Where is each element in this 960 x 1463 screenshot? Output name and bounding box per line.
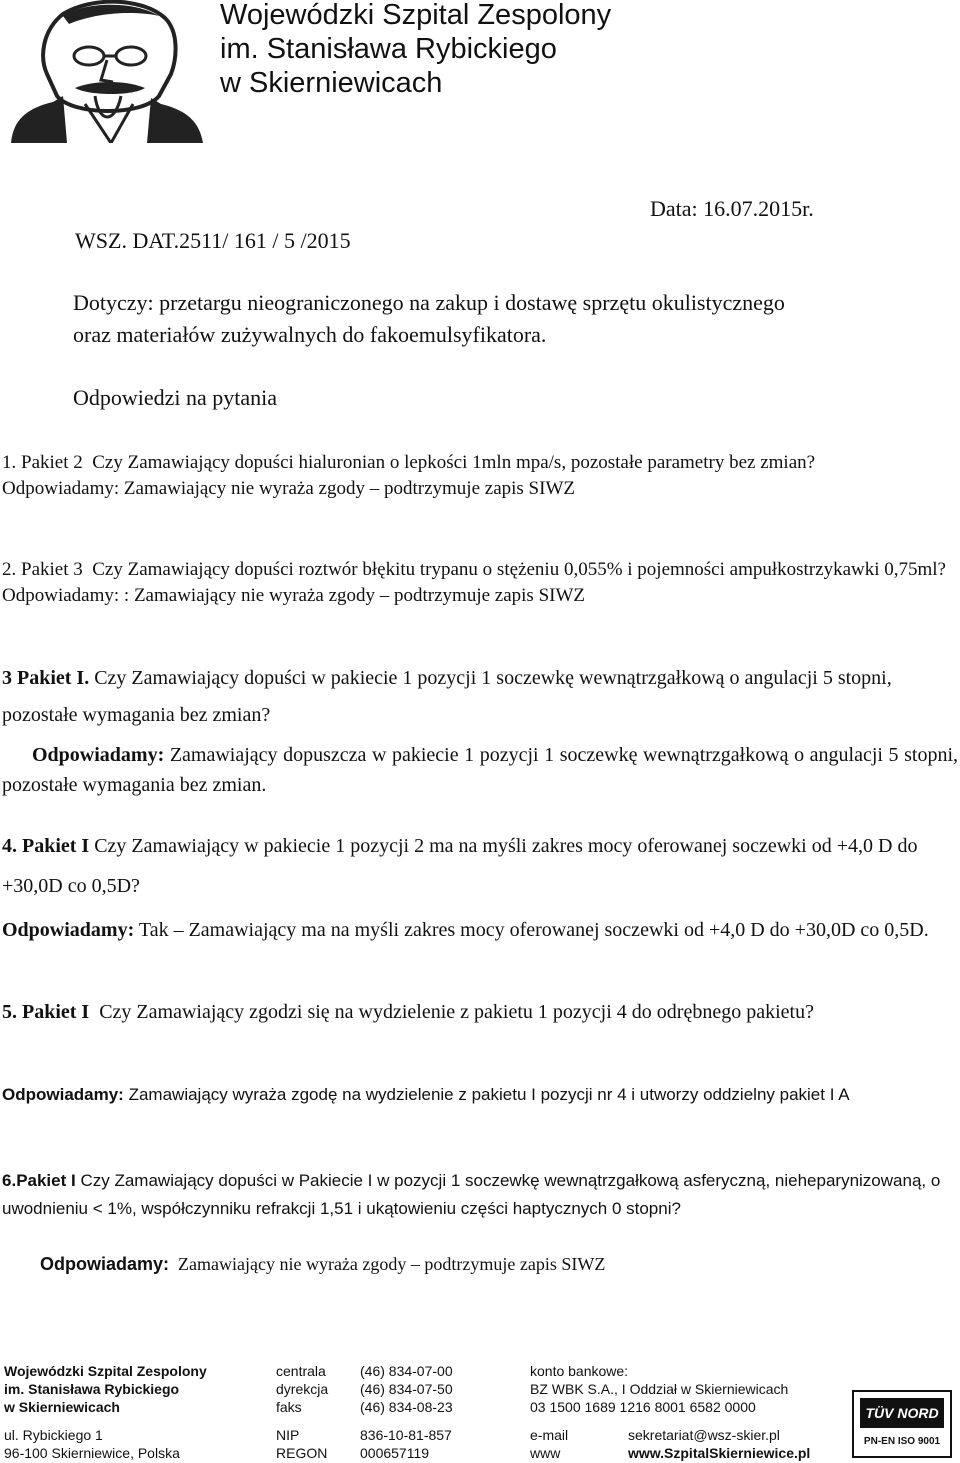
- qa-question: Czy Zamawiający w pakiecie 1 pozycji 2 ma na myśli zakres mocy oferowanej soczewki od +4,0 D do +30,0D co 0,5D?: [2, 835, 918, 897]
- qa-question: Czy Zamawiający dopuści w pakiecie 1 pozycji 1 soczewkę wewnątrzgałkową o angulacji 5 stopni, pozostałe wymagania bez zmian?: [2, 667, 892, 726]
- iso-standard: PN-EN ISO 9001: [863, 1436, 941, 1447]
- hospital-name-line3: w Skierniewicach: [220, 67, 443, 99]
- qa-item-3: [2, 660, 958, 800]
- hospital-portrait-logo: [3, 0, 211, 143]
- qa-question: Czy Zamawiający dopuści roztwór błękitu trypanu o stężeniu 0,055% i pojemności ampułkostrzykawki 0,75ml?: [92, 559, 946, 580]
- value-centrala: (46) 834-07-00: [360, 1363, 453, 1379]
- certification-badge: [852, 1390, 952, 1458]
- label-regon: REGON: [276, 1445, 328, 1461]
- section-title: Odpowiedzi na pytania: [73, 385, 278, 410]
- value-regon: 000657119: [360, 1445, 430, 1461]
- qa-answer-label: Odpowiadamy:: [2, 1085, 124, 1104]
- qa-pakiet: Pakiet I.: [17, 667, 90, 689]
- qa-answer: Zamawiający nie wyraża zgody – podtrzymuje zapis SIWZ: [178, 1254, 606, 1274]
- footer-bank: [530, 1362, 788, 1416]
- footer-id-labels: [276, 1426, 327, 1462]
- footer-address: [4, 1426, 180, 1462]
- website-link[interactable]: www.SzpitalSkierniewice.pl: [628, 1445, 811, 1461]
- qa-question: Czy Zamawiający zgodzi się na wydzielenie z pakietu 1 pozycji 4 do odrębnego pakietu?: [99, 1001, 814, 1023]
- qa-item-1: [2, 450, 958, 502]
- footer-hospital-name: [4, 1362, 207, 1416]
- hospital-name-line2: im. Stanisława Rybickiego: [220, 33, 557, 65]
- qa-answer-label: Odpowiadamy:: [40, 1254, 170, 1274]
- qa-pakiet: Pakiet I: [22, 1001, 90, 1023]
- qa-item-6-answer: [40, 1254, 605, 1275]
- footer-name-line2: im. Stanisława Rybickiego: [4, 1381, 180, 1397]
- hospital-name-line1: Wojewódzki Szpital Zespolony: [220, 0, 612, 31]
- label-email: e-mail: [530, 1427, 569, 1443]
- footer-street: ul. Rybickiego 1: [4, 1427, 103, 1443]
- qa-item-5-answer: [2, 1080, 958, 1110]
- value-nip: 836-10-81-857: [360, 1427, 452, 1443]
- label-dyrekcja: dyrekcja: [276, 1381, 329, 1397]
- qa-pakiet: Pakiet I: [16, 1171, 76, 1190]
- qa-answer: Zamawiający nie wyraża zgody – podtrzymuje zapis SIWZ: [133, 585, 586, 606]
- qa-answer: Zamawiający dopuszcza w pakiecie 1 pozycji 1 soczewkę wewnątrzgałkową o angulacji 5 stopni, pozostałe wymagania bez zmian.: [2, 744, 959, 796]
- qa-item-5: [2, 992, 958, 1032]
- bank-name: BZ WBK S.A., I Oddział w Skierniewicach: [530, 1381, 789, 1397]
- qa-answer: Tak – Zamawiający ma na myśli zakres mocy oferowanej soczewki od +4,0 D do +30,0D co 0,5D.: [138, 919, 929, 941]
- qa-num: 3: [2, 667, 12, 689]
- document-date: Data: 16.07.2015r.: [650, 196, 814, 221]
- footer-city: 96-100 Skierniewice, Polska: [4, 1445, 180, 1461]
- subject-line-2: oraz materiałów zużywalnych do fakoemulsyfikatora.: [73, 322, 547, 347]
- label-faks: faks: [276, 1399, 302, 1415]
- document-reference: WSZ. DAT.2511/ 161 / 5 /2015: [75, 228, 351, 253]
- qa-answer-label: Odpowiadamy:: [2, 919, 135, 941]
- qa-pakiet: Pakiet 2: [21, 452, 83, 473]
- qa-pakiet: Pakiet 3: [21, 559, 83, 580]
- qa-answer: Zamawiający wyraża zgodę na wydzielenie z pakietu I pozycji nr 4 i utworzy oddzielny pakiet I A: [128, 1085, 850, 1104]
- footer-phone-labels: [276, 1362, 328, 1416]
- qa-answer: Zamawiający nie wyraża zgody – podtrzymuje zapis SIWZ: [123, 478, 575, 499]
- qa-num: 5.: [2, 1001, 17, 1023]
- label-nip: NIP: [276, 1427, 300, 1443]
- qa-num: 1.: [2, 452, 17, 473]
- qa-question: Czy Zamawiający dopuści hialuronian o lepkości 1mln mpa/s, pozostałe parametry bez zmian?: [92, 452, 816, 473]
- label-www: www: [530, 1445, 561, 1461]
- footer-name-line1: Wojewódzki Szpital Zespolony: [4, 1363, 207, 1379]
- bank-label: konto bankowe:: [530, 1363, 629, 1379]
- footer-contact-values: [628, 1426, 810, 1462]
- email-link[interactable]: sekretariat@wsz-skier.pl: [628, 1427, 780, 1443]
- bank-account: 03 1500 1689 1216 8001 6582 0000: [530, 1399, 756, 1415]
- value-dyrekcja: (46) 834-07-50: [360, 1381, 453, 1397]
- qa-item-6: [2, 1167, 958, 1223]
- footer-phone-values: [360, 1362, 453, 1416]
- footer-name-line3: w Skierniewicach: [4, 1399, 120, 1415]
- footer-id-values: [360, 1426, 452, 1462]
- qa-answer-label: Odpowiadamy:: [32, 744, 165, 766]
- tuv-nord-logo: TÜV NORD: [860, 1398, 944, 1428]
- value-faks: (46) 834-08-23: [360, 1399, 453, 1415]
- qa-num: 4.: [2, 835, 17, 857]
- footer-contact-labels: [530, 1426, 568, 1462]
- qa-question: Czy Zamawiający dopuści w Pakiecie I w pozycji 1 soczewkę wewnątrzgałkową asferyczną, nieheparynizowaną, o uwodnieniu < 1%, współczynniku refrakcji 1,51 i ukątowieniu części haptycznych 0 stopni?: [2, 1171, 941, 1218]
- qa-item-2: [2, 557, 958, 609]
- qa-num: 6.: [2, 1171, 17, 1190]
- qa-item-4: [2, 826, 958, 950]
- label-centrala: centrala: [276, 1363, 326, 1379]
- subject-line-1: Dotyczy: przetargu nieograniczonego na zakup i dostawę sprzętu okulistycznego: [73, 290, 785, 315]
- qa-answer-label: Odpowiadamy:: [2, 478, 120, 499]
- qa-pakiet: Pakiet I: [22, 835, 90, 857]
- qa-num: 2.: [2, 559, 17, 580]
- qa-answer-label: Odpowiadamy: :: [2, 585, 130, 606]
